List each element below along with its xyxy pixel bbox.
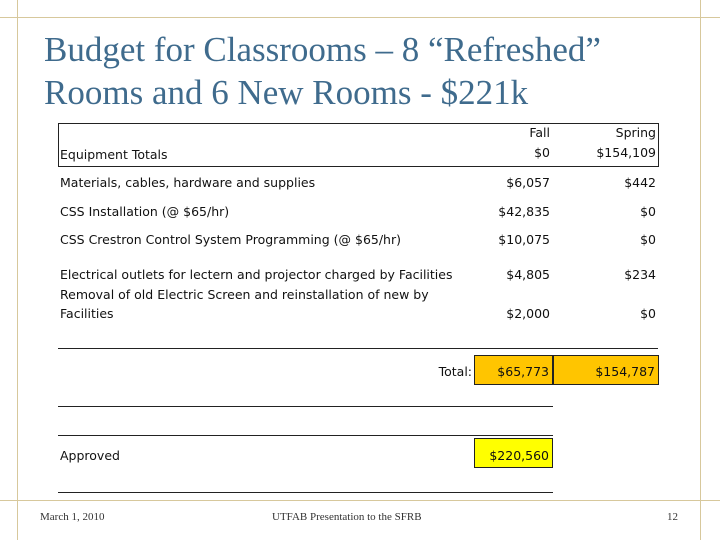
footer-date: March 1, 2010 bbox=[40, 511, 105, 523]
footer-page-number: 12 bbox=[667, 511, 678, 523]
row-label-css-installation: CSS Installation (@ $65/hr) bbox=[60, 204, 230, 219]
row-spring-css-installation: $0 bbox=[640, 204, 656, 219]
row-label-equipment: Equipment Totals bbox=[60, 147, 168, 162]
approved-top-line bbox=[58, 406, 553, 407]
row-spring-screen: $0 bbox=[640, 306, 656, 321]
row-spring-electrical: $234 bbox=[624, 267, 656, 282]
approved-value: $220,560 bbox=[489, 448, 549, 463]
row-fall-css-installation: $42,835 bbox=[498, 204, 550, 219]
row-fall-equipment: $0 bbox=[534, 145, 550, 160]
frame-top-line bbox=[0, 17, 720, 18]
total-spring-value: $154,787 bbox=[595, 364, 655, 379]
total-label: Total: bbox=[438, 364, 472, 379]
row-label-screen-line2: Facilities bbox=[60, 306, 114, 321]
row-spring-materials: $442 bbox=[624, 175, 656, 190]
row-fall-electrical: $4,805 bbox=[506, 267, 550, 282]
row-spring-crestron: $0 bbox=[640, 232, 656, 247]
row-label-crestron: CSS Crestron Control System Programming (@ $65/hr) bbox=[60, 232, 401, 247]
approved-label: Approved bbox=[60, 448, 120, 463]
total-fall-value: $65,773 bbox=[497, 364, 549, 379]
footer-presentation-title: UTFAB Presentation to the SFRB bbox=[272, 511, 422, 523]
frame-bottom-line bbox=[0, 500, 720, 501]
approved-mid-line bbox=[58, 435, 553, 436]
row-label-materials: Materials, cables, hardware and supplies bbox=[60, 175, 316, 190]
row-fall-materials: $6,057 bbox=[506, 175, 550, 190]
title-line-2: Rooms and 6 New Rooms - $221k bbox=[44, 73, 529, 112]
slide-title bbox=[44, 28, 704, 114]
row-label-electrical: Electrical outlets for lectern and projector charged by Facilities bbox=[60, 267, 453, 282]
row-fall-screen: $2,000 bbox=[506, 306, 550, 321]
row-label-screen-line1: Removal of old Electric Screen and reinstallation of new by bbox=[60, 287, 429, 302]
col-header-spring: Spring bbox=[615, 125, 656, 140]
row-spring-equipment: $154,109 bbox=[596, 145, 656, 160]
col-header-fall: Fall bbox=[529, 125, 550, 140]
approved-bottom-line bbox=[58, 492, 553, 493]
title-line-1: Budget for Classrooms – 8 “Refreshed” bbox=[44, 30, 601, 69]
row-fall-crestron: $10,075 bbox=[498, 232, 550, 247]
total-separator-line bbox=[58, 348, 658, 349]
frame-left-line bbox=[17, 0, 18, 540]
